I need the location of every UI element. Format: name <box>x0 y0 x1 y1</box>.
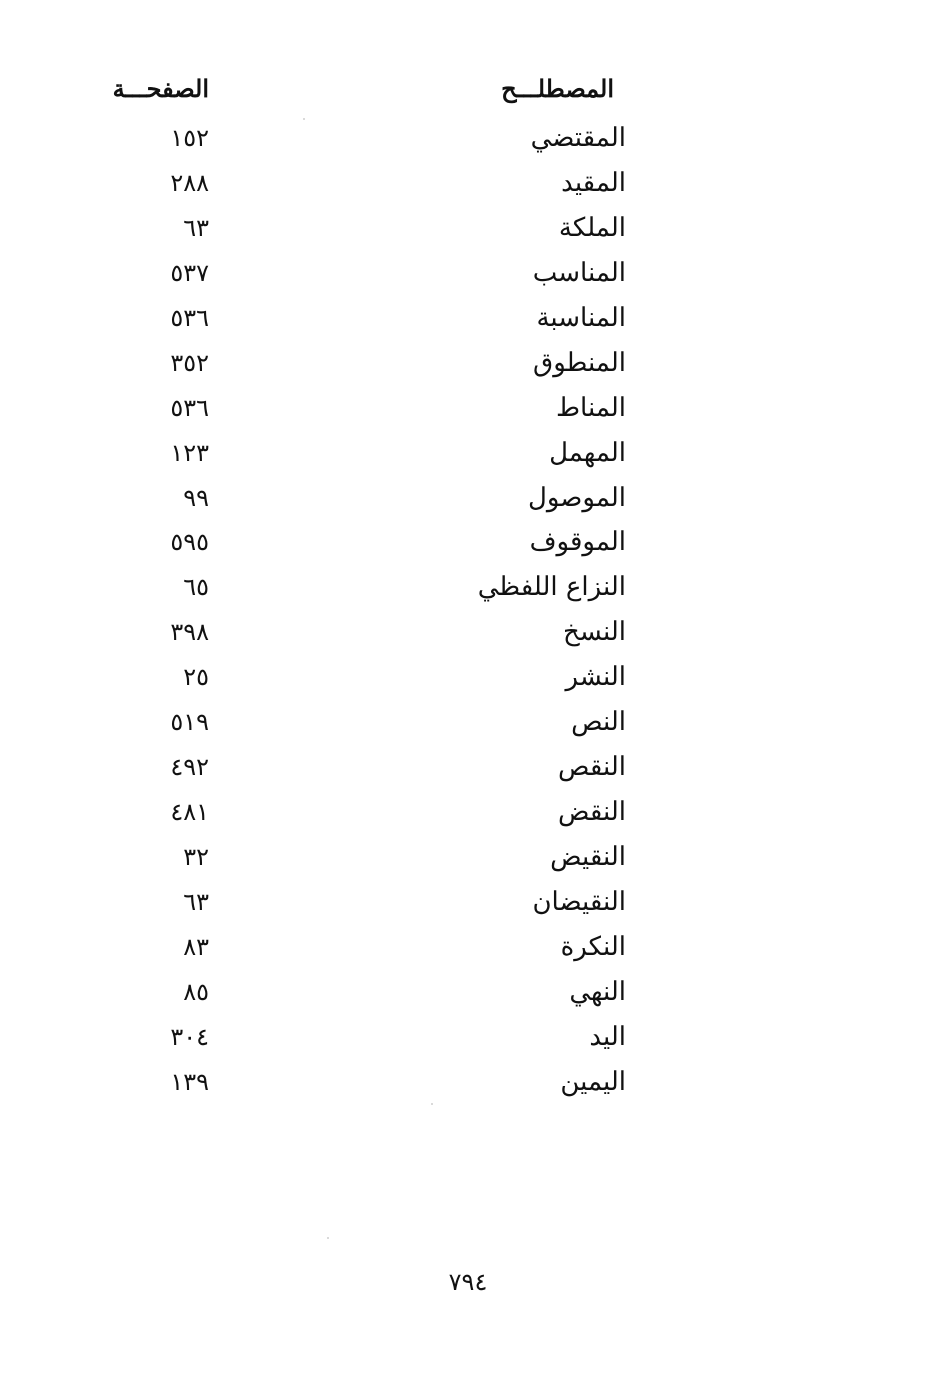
index-row <box>0 341 936 386</box>
index-row <box>0 970 936 1015</box>
index-page-number: ٥١٩ <box>170 708 209 737</box>
index-list <box>0 116 936 1105</box>
index-row <box>0 880 936 925</box>
index-page-number: ٤٩٢ <box>170 753 209 782</box>
index-row <box>0 520 936 565</box>
index-term: النزاع اللفظي <box>477 572 626 603</box>
index-term: النهي <box>569 976 626 1007</box>
index-page-number: ٣٥٢ <box>170 348 209 377</box>
index-page-number: ٤٨١ <box>170 798 209 827</box>
scan-speck <box>303 118 305 120</box>
index-row <box>0 745 936 790</box>
index-row <box>0 296 936 341</box>
index-row <box>0 610 936 655</box>
term-column-header: المصطلـــح <box>501 74 614 103</box>
index-row <box>0 835 936 880</box>
index-term: الموصول <box>527 482 626 513</box>
index-row <box>0 476 936 521</box>
index-row <box>0 1015 936 1060</box>
index-term: المناسبة <box>536 302 626 333</box>
index-page-number: ٣٢ <box>183 843 209 871</box>
index-term: المناسب <box>532 257 626 288</box>
index-page-number: ٨٣ <box>183 932 209 961</box>
index-row <box>0 655 936 700</box>
index-term: المنطوق <box>533 347 626 378</box>
index-term: النشر <box>565 662 626 693</box>
index-term: المهمل <box>549 437 626 468</box>
index-page-number: ٥٣٦ <box>170 303 209 332</box>
index-row <box>0 386 936 431</box>
index-page-number: ٣٩٨ <box>170 618 209 647</box>
index-term: المناط <box>556 392 626 423</box>
index-page-number: ٣٠٤ <box>170 1022 209 1051</box>
scan-speck <box>431 1103 433 1105</box>
index-page-number: ٥٩٥ <box>170 528 209 557</box>
index-page-number: ١٥٢ <box>170 124 209 152</box>
index-row <box>0 790 936 835</box>
index-row <box>0 925 936 970</box>
index-header <box>0 74 936 114</box>
page-footer-number: ٧٩٤ <box>448 1268 488 1296</box>
index-page-number: ٦٣ <box>183 213 209 242</box>
index-term: النص <box>571 707 626 738</box>
index-row <box>0 251 936 296</box>
index-page-number: ٨٥ <box>183 977 209 1006</box>
index-page-number: ١٢٣ <box>170 438 209 467</box>
index-row <box>0 206 936 251</box>
index-term: الملكة <box>558 212 626 243</box>
index-page-number: ٥٣٦ <box>170 393 209 422</box>
index-term: النكرة <box>560 931 626 962</box>
index-term: المقتضي <box>530 123 626 153</box>
index-term: المقيد <box>561 167 626 198</box>
index-term: النسخ <box>563 617 626 648</box>
index-page-number: ١٣٩ <box>170 1067 209 1096</box>
index-term: اليمين <box>560 1066 626 1097</box>
index-term: الموقوف <box>529 527 626 558</box>
index-page-number: ٢٨٨ <box>170 168 209 197</box>
index-page-number: ٦٣ <box>183 887 209 916</box>
index-row <box>0 565 936 610</box>
index-page-number: ٥٣٧ <box>170 258 209 287</box>
index-page-number: ٩٩ <box>183 483 209 512</box>
index-page-number: ٦٥ <box>183 573 209 602</box>
index-page-number: ٢٥ <box>183 663 209 692</box>
index-term: النقص <box>558 752 626 783</box>
index-row <box>0 116 936 161</box>
scan-speck <box>327 1237 329 1239</box>
index-row <box>0 161 936 206</box>
index-term: النقض <box>558 797 626 828</box>
index-row <box>0 1060 936 1105</box>
index-term: اليد <box>589 1021 626 1052</box>
page-column-header: الصفحـــة <box>112 74 209 103</box>
index-row <box>0 431 936 476</box>
index-term: النقيض <box>550 842 626 872</box>
index-term: النقيضان <box>532 886 626 917</box>
index-row <box>0 700 936 745</box>
